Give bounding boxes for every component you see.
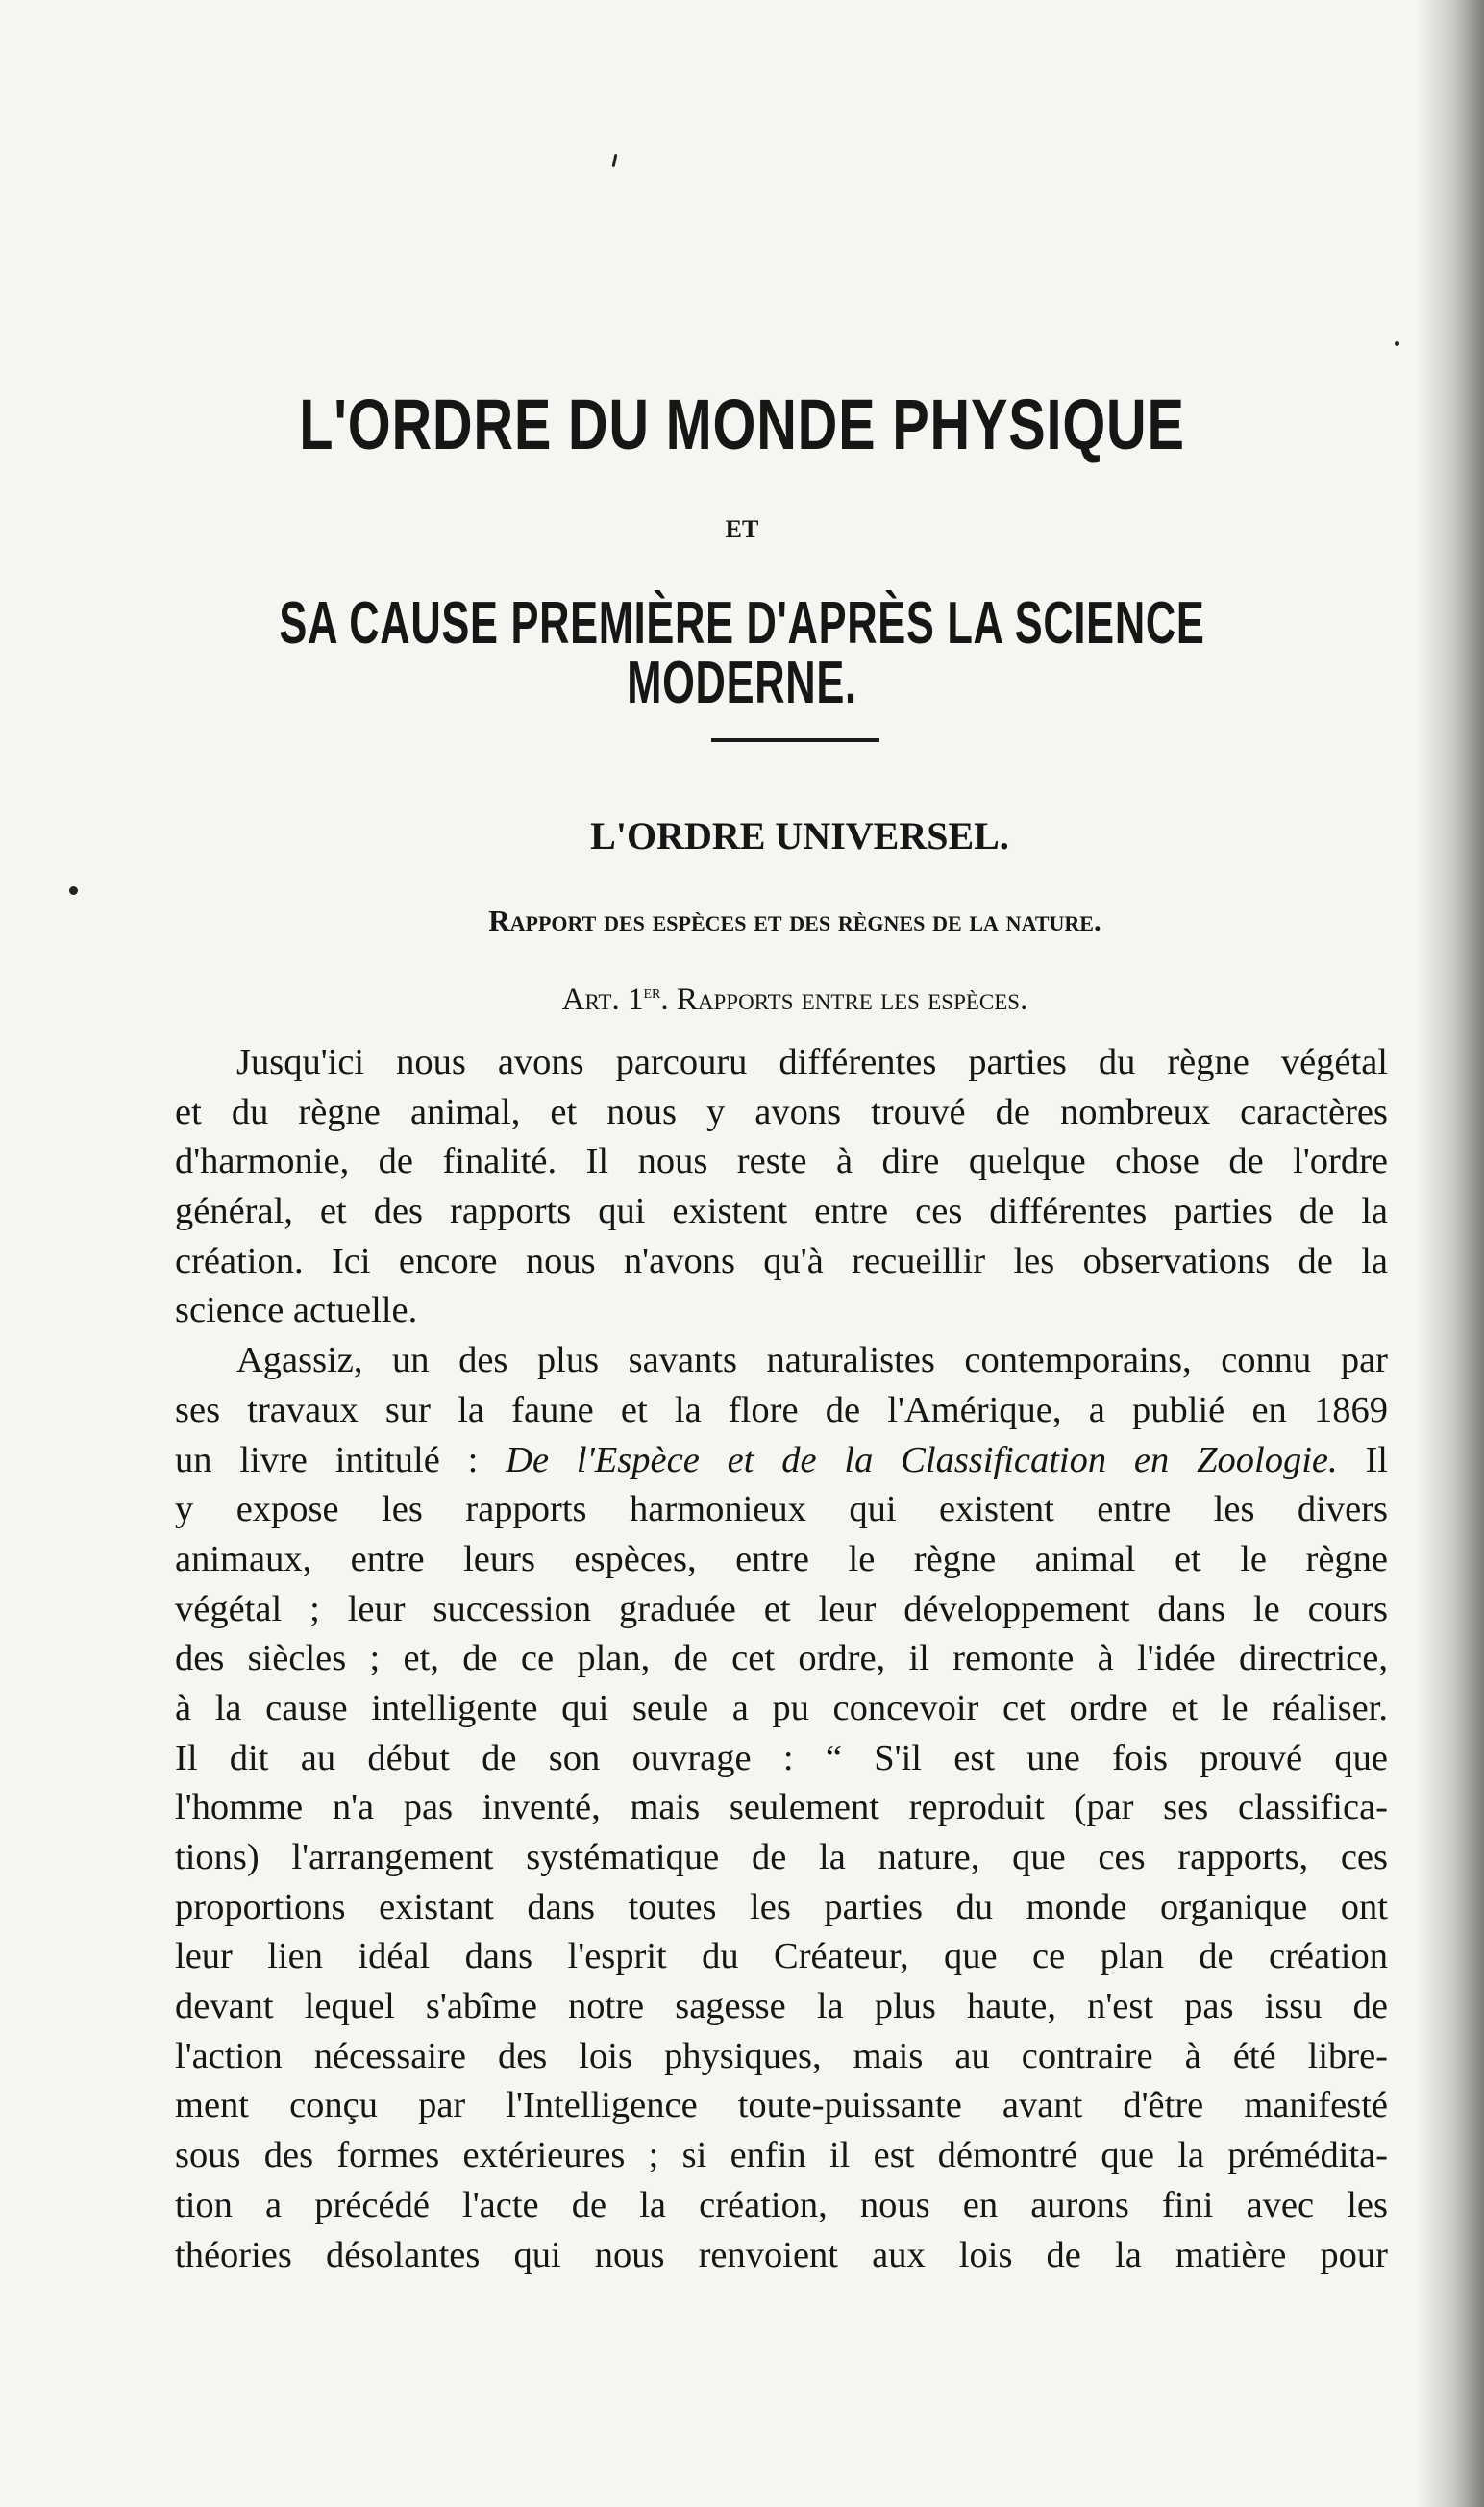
section-title: L'ORDRE UNIVERSEL. <box>590 814 1009 857</box>
text-line: Agassiz, un des plus savants naturalistes contemporains, connu par <box>236 1340 1388 1381</box>
text-line: création. Ici encore nous n'avons qu'à recueillir les observations de la <box>175 1240 1388 1281</box>
text-line: y expose les rapports harmonieux qui existent entre les divers <box>175 1489 1388 1530</box>
text-line: tions) l'arrangement systématique de la nature, que ces rapports, ces <box>175 1837 1388 1877</box>
text-line: Jusqu'ici nous avons parcouru différentes parties du règne végétal <box>236 1042 1388 1082</box>
article-heading-rest: . Rapports entre les espèces. <box>660 982 1028 1017</box>
text-line: végétal ; leur succession graduée et leur développement dans le cours <box>175 1588 1388 1629</box>
body-text <box>175 1038 1388 2280</box>
cited-book-title: De l'Espèce et de la Classification en Zoologie. <box>506 1439 1338 1480</box>
text-line: l'homme n'a pas inventé, mais seulement reproduit (par ses classifica- <box>175 1787 1388 1828</box>
text-line: science actuelle. <box>175 1290 418 1331</box>
text-fragment: Il <box>1337 1439 1388 1480</box>
book-title-conjunction: ET <box>725 515 759 543</box>
text-line: tion a précédé l'acte de la création, nous en aurons fini avec les <box>175 2184 1388 2225</box>
article-heading <box>0 982 1484 1016</box>
text-line: et du règne animal, et nous y avons trouvé de nombreux caractères <box>175 1091 1388 1132</box>
text-line: animaux, entre leurs espèces, entre le règne animal et le règne <box>175 1538 1388 1579</box>
ink-speck <box>69 886 78 895</box>
text-fragment: un livre intitulé : <box>175 1439 507 1480</box>
title-divider-rule <box>711 738 879 742</box>
text-line-with-title <box>175 1436 1388 1486</box>
text-line: à la cause intelligente qui seule a pu concevoir cet ordre et le réaliser. <box>175 1687 1388 1728</box>
text-line: l'action nécessaire des lois physiques, mais au contraire à été libre- <box>175 2035 1388 2076</box>
text-line: théories désolantes qui nous renvoient aux lois de la matière pour <box>175 2234 1388 2275</box>
book-title-line-2: SA CAUSE PREMIÈRE D'APRÈS LA SCIENCE MODERNE. <box>279 590 1205 716</box>
page-edge-shadow <box>1417 0 1484 2507</box>
text-line: d'harmonie, de finalité. Il nous reste à dire quelque chose de l'ordre <box>175 1141 1388 1182</box>
ink-speck <box>1395 341 1399 346</box>
text-line: ses travaux sur la faune et la flore de l'Amérique, a publié en 1869 <box>175 1389 1388 1430</box>
article-heading-prefix: Art. 1 <box>561 982 644 1017</box>
text-line: leur lien idéal dans l'esprit du Créateur, que ce plan de création <box>175 1936 1388 1977</box>
article-heading-superscript: er <box>643 981 661 1003</box>
ink-speck <box>612 154 618 167</box>
text-line: des siècles ; et, de ce plan, de cet ordre, il remonte à l'idée directrice, <box>175 1638 1388 1679</box>
text-line: devant lequel s'abîme notre sagesse la plus haute, n'est pas issu de <box>175 1986 1388 2027</box>
book-title-line-1: L'ORDRE DU MONDE PHYSIQUE <box>299 385 1185 464</box>
text-line: Il dit au début de son ouvrage : “ S'il est une fois prouvé que <box>175 1737 1388 1778</box>
text-line: ment conçu par l'Intelligence toute-puissante avant d'être manifesté <box>175 2085 1388 2126</box>
text-line: général, et des rapports qui existent entre ces différentes parties de la <box>175 1191 1388 1232</box>
subsection-title: Rapport des espèces et des règnes de la nature. <box>488 904 1101 937</box>
text-line: proportions existant dans toutes les parties du monde organique ont <box>175 1886 1388 1927</box>
text-line: sous des formes extérieures ; si enfin il est démontré que la prémédita- <box>175 2135 1388 2176</box>
